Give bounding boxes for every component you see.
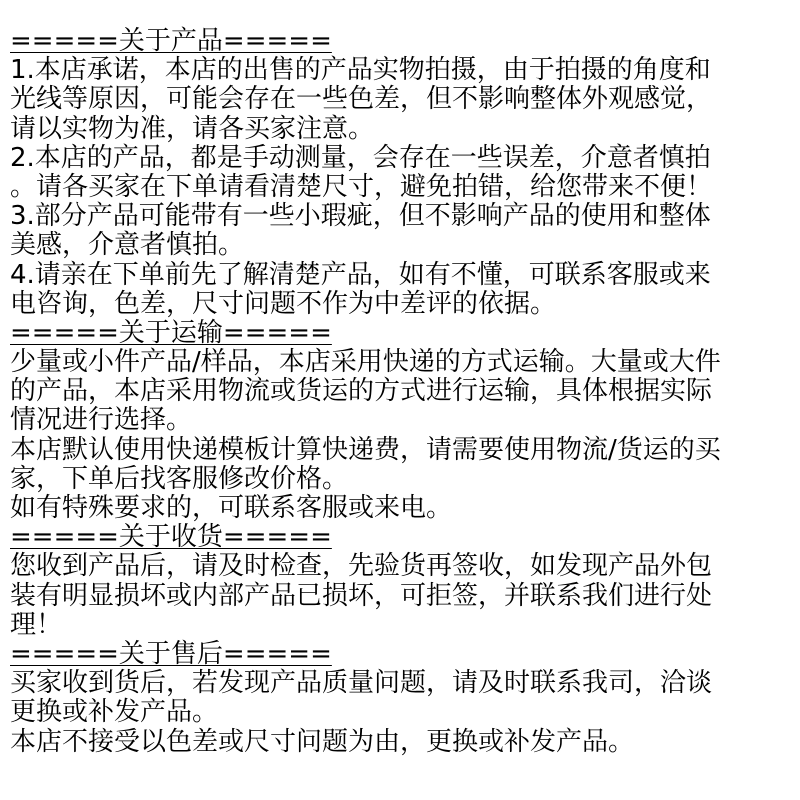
shipping-line-1: 少量或小件产品/样品，本店采用快递的方式运输。大量或大件	[10, 347, 721, 378]
products-line-1: 1.本店承诺，本店的出售的产品实物拍摄，由于拍摄的角度和	[10, 55, 711, 86]
section-heading-shipping: =====关于运输=====	[10, 317, 332, 348]
shop-notice-document	[10, 27, 790, 757]
after-sales-line-3: 本店不接受以色差或尺寸问题为由，更换或补发产品。	[10, 726, 635, 757]
shipping-line-6: 如有特殊要求的，可联系客服或来电。	[10, 493, 453, 523]
products-line-9: 电咨询，色差，尺寸问题不作为中差评的依据。	[10, 288, 557, 319]
section-heading-products: =====关于产品=====	[10, 26, 332, 56]
products-line-8: 4.请亲在下单前先了解清楚产品，如有不懂，可联系客服或来	[10, 259, 711, 290]
products-line-5: 。请各买家在下单请看清楚尺寸，避免拍错，给您带来不便！	[10, 171, 713, 202]
products-line-2: 光线等原因，可能会存在一些色差，但不影响整体外观感觉，	[10, 84, 713, 115]
products-line-7: 美感，介意者慎拍。	[10, 230, 245, 261]
after-sales-line-1: 买家收到货后，若发现产品质量问题，请及时联系我司，洽谈	[10, 668, 713, 699]
shipping-line-2: 的产品，本店采用物流或货运的方式进行运输，具体根据实际	[10, 376, 713, 407]
section-heading-after-sales: =====关于售后=====	[10, 638, 332, 669]
receiving-line-3: 理！	[10, 609, 63, 640]
shipping-line-5: 家，下单后找客服修改价格。	[10, 463, 349, 494]
shipping-line-4: 本店默认使用快递模板计算快递费，请需要使用物流/货运的买	[10, 434, 721, 465]
products-line-4: 2.本店的产品，都是手动测量，会存在一些误差，介意者慎拍	[10, 142, 711, 173]
shipping-line-3: 情况进行选择。	[10, 405, 193, 436]
after-sales-line-2: 更换或补发产品。	[10, 697, 219, 728]
receiving-line-1: 您收到产品后，请及时检查，先验货再签收，如发现产品外包	[10, 551, 713, 582]
section-heading-receiving: =====关于收货=====	[10, 522, 332, 553]
receiving-line-2: 装有明显损坏或内部产品已损坏，可拒签，并联系我们进行处	[10, 580, 713, 611]
products-line-6: 3.部分产品可能带有一些小瑕疵，但不影响产品的使用和整体	[10, 201, 711, 232]
products-line-3: 请以实物为准，请各买家注意。	[10, 113, 375, 144]
